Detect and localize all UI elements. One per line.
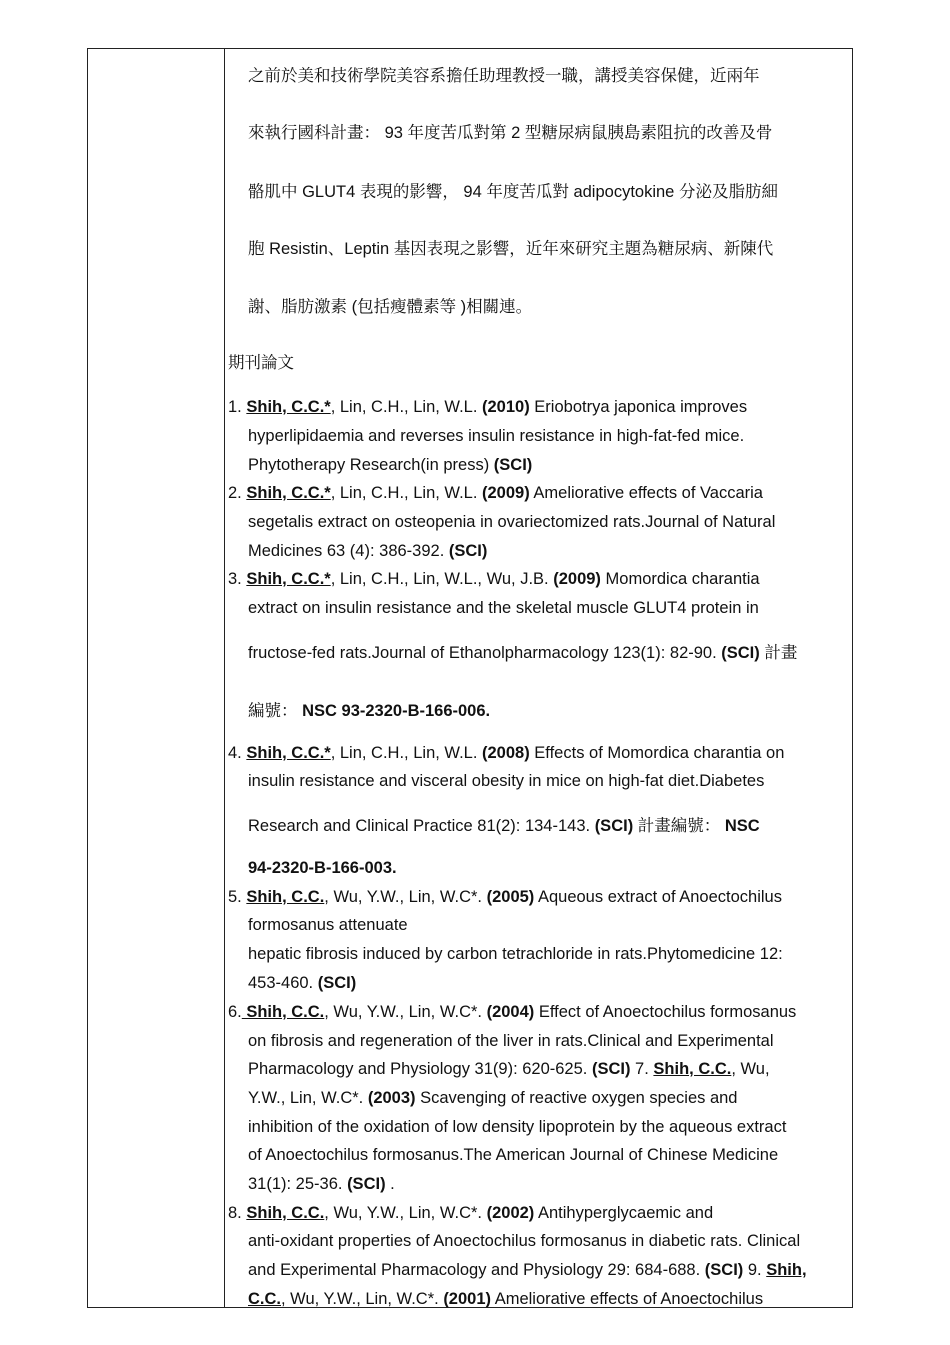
pub-author: Shih, C.C. <box>246 888 325 906</box>
pub-8-line-2: anti-oxidant properties of Anoectochilus formosanus in diabetic rats. Clinical <box>248 1232 801 1250</box>
pub-4-line-3: Research and Clinical Practice 81(2): 134-143. (SCI) 計畫編號： NSC <box>248 817 760 835</box>
pub-author: Shih, <box>766 1261 807 1279</box>
pub-3-line-1: 3. Shih, C.C.*, Lin, C.H., Lin, W.L., Wu, J.B. (2009) Momordica charantia <box>228 570 760 588</box>
intro-line-3: 骼肌中 GLUT4 表現的影響， 94 年度苦瓜對 adipocytokine 分泌及脂肪細 <box>248 183 778 201</box>
section-title: 期刊論文 <box>228 354 294 372</box>
pub-author: Shih, C.C.* <box>246 484 331 502</box>
pub-author: Shih, C.C. <box>241 1003 325 1021</box>
pub-1-line-2: hyperlipidaemia and reverses insulin resistance in high-fat-fed mice. <box>248 427 745 445</box>
column-divider <box>224 48 225 1308</box>
intro-line-5: 謝、脂肪激素 (包括瘦體素等 )相關連。 <box>248 298 533 316</box>
pub-3-line-4: 編號： NSC 93-2320-B-166-006. <box>248 702 491 720</box>
pub-1-line-1: 1. Shih, C.C.*, Lin, C.H., Lin, W.L. (2010) Eriobotrya japonica improves <box>228 398 748 416</box>
pub-7-line-5: 31(1): 25-36. (SCI) . <box>248 1175 395 1193</box>
sci-tag: (SCI) <box>493 456 533 474</box>
pub-3-line-3: fructose-fed rats.Journal of Ethanolpharmacology 123(1): 82-90. (SCI) 計畫 <box>248 644 798 662</box>
pub-author: Shih, C.C.* <box>246 744 331 762</box>
pub-2-line-3: Medicines 63 (4): 386-392. (SCI) <box>248 542 488 560</box>
pub-9-line-2: C.C., Wu, Y.W., Lin, W.C*. (2001) Ameliorative effects of Anoectochilus <box>248 1290 764 1308</box>
pub-8-line-1: 8. Shih, C.C., Wu, Y.W., Lin, W.C*. (2002) Antihyperglycaemic and <box>228 1204 714 1222</box>
pub-2-line-1: 2. Shih, C.C.*, Lin, C.H., Lin, W.L. (2009) Ameliorative effects of Vaccaria <box>228 484 763 502</box>
pub-7-line-4: of Anoectochilus formosanus.The American Journal of Chinese Medicine <box>248 1146 779 1164</box>
pub-8-line-3: and Experimental Pharmacology and Physiology 29: 684-688. (SCI) 9. Shih, <box>248 1261 807 1279</box>
pub-4-line-2: insulin resistance and visceral obesity in mice on high-fat diet.Diabetes <box>248 772 765 790</box>
pub-author: Shih, C.C.* <box>246 398 331 416</box>
pub-5-line-3: hepatic fibrosis induced by carbon tetrachloride in rats.Phytomedicine 12: <box>248 945 783 963</box>
pub-6-line-1: 6. Shih, C.C., Wu, Y.W., Lin, W.C*. (2004) Effect of Anoectochilus formosanus <box>228 1003 797 1021</box>
pub-author: C.C. <box>248 1290 281 1308</box>
pub-author: Shih, C.C. <box>246 1204 325 1222</box>
cell-content <box>228 0 853 1345</box>
pub-2-line-2: segetalis extract on osteopenia in ovariectomized rats.Journal of Natural <box>248 513 776 531</box>
pub-6-line-3: Pharmacology and Physiology 31(9): 620-625. (SCI) 7. Shih, C.C., Wu, <box>248 1060 770 1078</box>
pub-3-line-2: extract on insulin resistance and the skeletal muscle GLUT4 protein in <box>248 599 759 617</box>
pub-author: Shih, C.C.* <box>246 570 331 588</box>
pub-5-line-2: formosanus attenuate <box>248 916 408 934</box>
pub-number: 1. <box>228 398 247 416</box>
pub-5-line-1: 5. Shih, C.C., Wu, Y.W., Lin, W.C*. (2005) Aqueous extract of Anoectochilus <box>228 888 782 906</box>
pub-author: Shih, C.C. <box>653 1060 732 1078</box>
intro-line-1: 之前於美和技術學院美容系擔任助理教授一職，講授美容保健，近兩年 <box>248 67 760 85</box>
pub-5-line-4: 453-460. (SCI) <box>248 974 357 992</box>
pub-7-line-3: inhibition of the oxidation of low density lipoprotein by the aqueous extract <box>248 1118 787 1136</box>
pub-7-line-2: Y.W., Lin, W.C*. (2003) Scavenging of reactive oxygen species and <box>248 1089 738 1107</box>
pub-4-line-4: 94-2320-B-166-003. <box>248 859 397 877</box>
pub-1-line-3: Phytotherapy Research(in press) (SCI) <box>248 456 533 474</box>
pub-6-line-2: on fibrosis and regeneration of the liver in rats.Clinical and Experimental <box>248 1032 774 1050</box>
intro-line-2: 來執行國科計畫： 93 年度苦瓜對第 2 型糖尿病鼠胰島素阻抗的改善及骨 <box>248 124 773 142</box>
pub-4-line-1: 4. Shih, C.C.*, Lin, C.H., Lin, W.L. (2008) Effects of Momordica charantia on <box>228 744 785 762</box>
pub-year: (2010) <box>482 398 530 416</box>
intro-line-4: 胞 Resistin、Leptin 基因表現之影響，近年來研究主題為糖尿病、新陳代 <box>248 240 774 258</box>
